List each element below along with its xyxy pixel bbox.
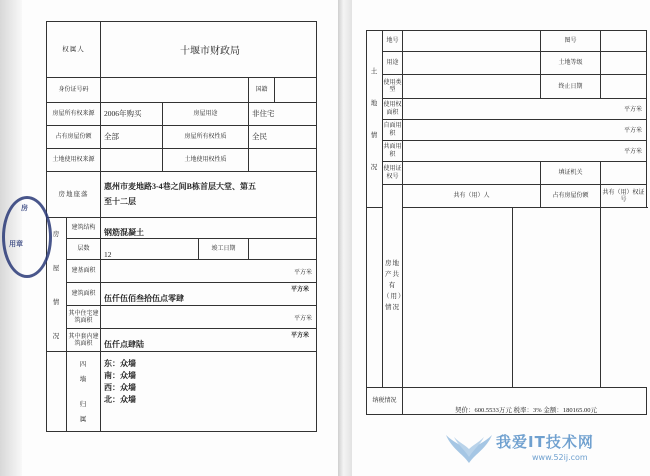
grade-label: 土地等级 [541,52,601,75]
suite-area-label: 其中套内建筑面积 [67,329,101,352]
official-stamp [2,196,52,278]
term-value [601,75,647,98]
use-right-area-unit: 平方米 [403,98,647,119]
nature-value: 全民 [249,125,317,148]
co-cert-cell [513,208,601,387]
id-value [101,77,249,102]
nationality-label: 国籍 [249,77,275,102]
side-char-4: 况 [52,331,61,340]
side-spacer [47,352,67,432]
boundary-char-2: 墙 [79,374,88,383]
boundary-label [67,352,101,432]
build-area-unit: 平方米 [291,287,310,294]
land-side-4: 况 [370,163,379,172]
nationality-value [275,77,317,102]
land-nature-value [249,148,317,171]
right-form-table [366,30,647,415]
stamp-text-2: 用章 [9,240,23,248]
wings-logo-icon [444,427,494,467]
boundary-north: 北：众墙 [104,395,136,405]
boundary-west: 西：众墙 [104,383,136,393]
id-label: 身份证号码 [47,77,101,102]
type-value [403,75,541,98]
map-value [601,31,647,52]
owner-label: 权属人 [47,22,101,78]
build-area-text: 伍仟伍佰叁拾伍点零肆 [104,294,184,304]
common-area-unit: 平方米 [403,140,647,161]
source-label: 房屋所有权来源 [47,102,101,125]
base-area-label: 建基面积 [67,259,101,282]
boundary-south: 南：众墙 [104,371,136,381]
side-char-1: 房 [52,229,61,238]
term-label: 终止日期 [541,75,601,98]
land-side-label [367,31,383,208]
left-form-table [46,21,317,432]
floors-value: 12 [101,239,199,260]
site-watermark [444,425,644,471]
land-use-label: 用途 [383,52,403,75]
build-area-value [101,283,317,306]
suite-area-value [101,329,317,352]
co-cert-header: 共有（用）权证号 [601,184,647,207]
watermark-text: 我爱IT技术网 [496,433,594,451]
nature-label: 房屋所有权性质 [163,125,249,148]
co-share-header: 占有房屋份额 [541,184,601,207]
boundary-char-3: 归 [79,399,88,408]
location-line-2: 至十二层 [104,197,136,207]
residential-area-unit: 平方米 [101,306,317,329]
land-use-value [403,52,541,75]
suite-area-unit: 平方米 [291,333,310,340]
source-value: 2006年购买 [101,102,163,125]
use-value: 非住宅 [249,102,317,125]
location-label: 房地座落 [47,171,101,217]
map-label: 图号 [541,31,601,52]
suite-area-text: 伍仟点肆陆 [104,340,144,350]
boundary-char-4: 属 [79,414,88,423]
cert-label: 使用证权号 [383,161,403,184]
land-side-3: 情 [370,131,379,140]
location-line-1: 惠州市麦地路3-4巷之间B栋首层大堂、第五 [104,182,256,192]
watermark-url: www.52ij.com [532,453,588,462]
structure-label: 建筑结构 [67,218,101,239]
boundary-values [101,352,317,432]
tax-value: 契价：600.5533万元 税率：3% 金额：180165.00元 [403,387,647,414]
side-char-3: 情 [52,297,61,306]
self-area-label: 自面用积 [383,119,403,140]
type-label: 使用类型 [383,75,403,98]
share-value: 全部 [101,125,163,148]
floors-label: 层数 [67,239,101,260]
stamp-text-1: 房 [21,204,28,212]
share-label: 占有房屋份额 [47,125,101,148]
location-value [101,171,317,217]
lot-label: 地号 [383,31,403,52]
boundary-east: 东：众墙 [104,359,136,369]
use-right-area-label: 使用权面积 [383,98,403,119]
completion-value [249,239,317,260]
land-source-value [101,148,163,171]
issue-value [601,161,647,184]
co-share-cell [403,208,513,387]
land-side-2: 地 [370,99,379,108]
land-nature-label: 土地使用权性质 [163,148,249,171]
tax-label: 纳税情况 [367,387,403,414]
common-area-label: 共面用积 [383,140,403,161]
owner-value: 十堰市财政局 [101,22,317,78]
page-gutter [338,0,352,476]
side-char-2: 屋 [52,263,61,272]
co-ownership-side-label: 房地产共有（用）情况 [383,184,403,387]
self-area-unit: 平方米 [403,119,647,140]
build-area-label: 建筑面积 [67,283,101,306]
use-label: 房屋用途 [163,102,249,125]
structure-value: 钢筋混凝土 [101,218,317,239]
base-area-unit: 平方米 [101,259,317,282]
residential-area-label: 其中住宅建筑面积 [67,306,101,329]
issue-label: 填证机关 [541,161,601,184]
land-side-1: 土 [370,67,379,76]
land-source-label: 土地使用权来源 [47,148,101,171]
cert-value [403,161,541,184]
co-owner-header: 共有（用）人 [403,184,541,207]
completion-label: 竣工日期 [199,239,249,260]
grade-value [601,52,647,75]
lot-value [403,31,541,52]
boundary-char-1: 四 [79,359,88,368]
